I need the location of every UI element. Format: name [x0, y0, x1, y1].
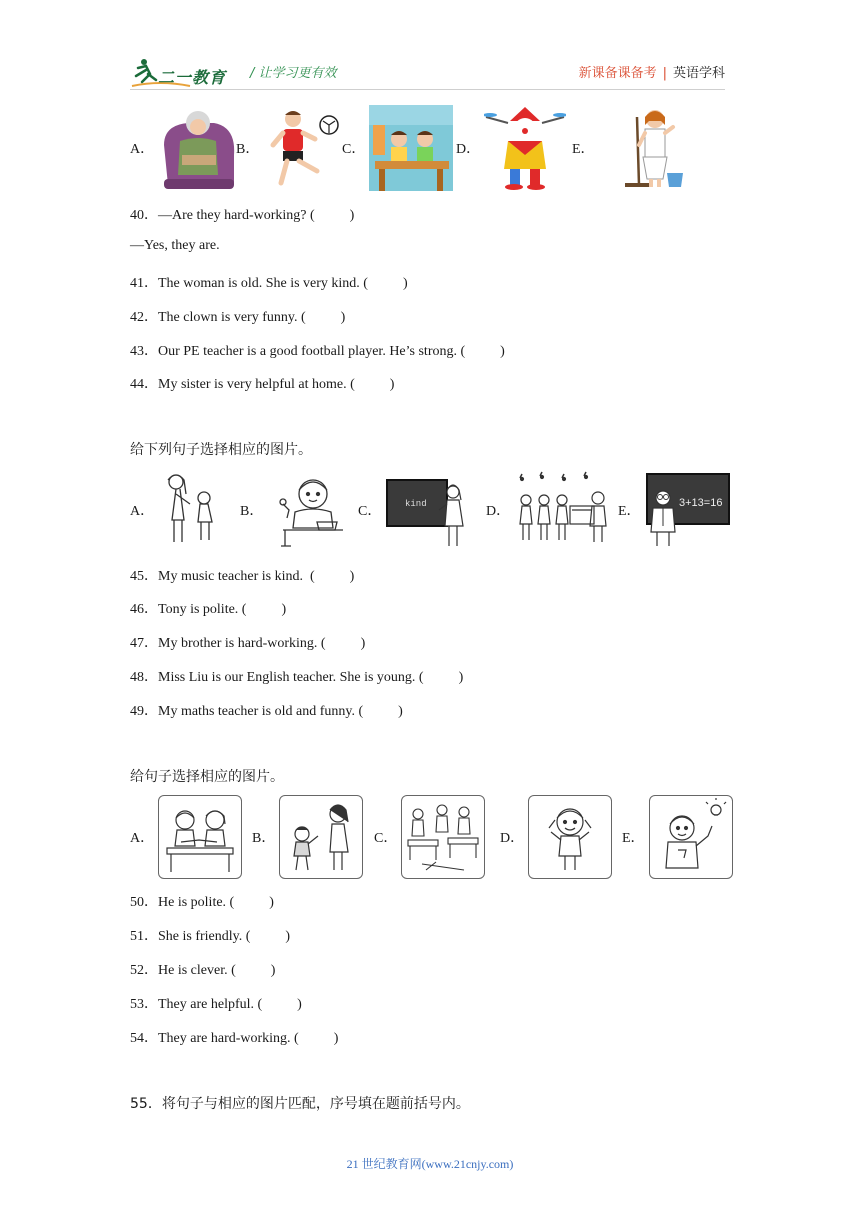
question-47: 47．My brother is hard-working. ( ): [130, 636, 366, 651]
question-45: 45．My music teacher is kind. ( ): [130, 569, 355, 584]
question-54: 54．They are hard-working. ( ): [130, 1031, 339, 1046]
teacher-and-child-bowing-picture: [158, 470, 228, 550]
question-41: 41．The woman is old. She is very kind. ( ): [130, 276, 408, 291]
logo-text: 二一教育: [158, 68, 227, 87]
option-e: [572, 104, 685, 192]
option-letter: D．: [456, 142, 481, 157]
children-studying-picture: [369, 105, 453, 191]
section2-instruction: 给下列句子选择相应的图片。: [130, 442, 312, 458]
option-letter: E．: [622, 831, 645, 846]
question-55-text: 55．将句子与相应的图片匹配，序号填在题前括号内。: [130, 1096, 470, 1112]
header-divider: [130, 89, 725, 90]
question-40: 40．—Are they hard-working? ( ): [130, 208, 355, 223]
question-43: 43．Our PE teacher is a good football player. He’s strong. ( ): [130, 344, 505, 359]
question-55-instruction: [130, 1093, 470, 1113]
option-c: [358, 470, 471, 550]
boy-studying-at-desk-picture: [267, 470, 353, 550]
clown-juggling-picture: [484, 105, 566, 191]
option-a: [130, 794, 242, 880]
option-letter: A．: [130, 831, 155, 846]
option-c: [342, 104, 453, 192]
page-header: [130, 56, 725, 90]
question-42: 42．The clown is very funny. ( ): [130, 310, 346, 325]
girl-cleaning-picture: [599, 105, 685, 191]
header-separator: |: [662, 66, 667, 81]
option-letter: B．: [240, 504, 264, 519]
children-cleaning-classroom-picture: [401, 795, 485, 879]
question-50: 50．He is polite. ( ): [130, 895, 274, 910]
music-teacher-with-children-picture: [514, 470, 610, 550]
option-letter: A．: [130, 142, 155, 157]
boy-with-idea-lightbulb-picture: [649, 795, 733, 879]
option-letter: A．: [130, 504, 155, 519]
question-48: 48．Miss Liu is our English teacher. She is young. ( ): [130, 670, 464, 685]
option-b: [236, 104, 343, 192]
question-49: 49．My maths teacher is old and funny. ( ): [130, 704, 403, 719]
blackboard-text: kind: [405, 499, 427, 509]
option-letter: C．: [374, 831, 398, 846]
option-letter: C．: [342, 142, 366, 157]
option-e: [618, 470, 731, 550]
question-46: 46．Tony is polite. ( ): [130, 602, 287, 617]
answer-line: —Yes, they are.: [130, 238, 220, 253]
question-52: 52．He is clever. ( ): [130, 963, 276, 978]
option-letter: D．: [486, 504, 511, 519]
option-c: [374, 794, 485, 880]
question-53: 53．They are helpful. ( ): [130, 997, 302, 1012]
question-51: 51．She is friendly. ( ): [130, 929, 291, 944]
option-d: [500, 794, 612, 880]
two-children-reading-picture: [158, 795, 242, 879]
option-letter: E．: [572, 142, 595, 157]
smiling-girl-waving-picture: [528, 795, 612, 879]
section3-options: [130, 794, 730, 880]
option-a: [130, 470, 228, 550]
section2-options: [130, 470, 730, 550]
blackboard-text: 3+13=16: [678, 497, 722, 509]
option-a: [130, 104, 240, 192]
old-teacher-at-blackboard-math-picture: [645, 470, 731, 550]
old-woman-in-chair-picture: [158, 105, 240, 191]
option-letter: D．: [500, 831, 525, 846]
option-e: [622, 794, 733, 880]
page-footer: 21 世纪教育网(www.21cnjy.com): [346, 1157, 514, 1171]
section3-instruction: 给句子选择相应的图片。: [130, 769, 284, 785]
boy-playing-football-picture: [263, 105, 343, 191]
option-b: [240, 470, 353, 550]
teacher-at-blackboard-kind-picture: [385, 470, 471, 550]
header-subject-label: 英语学科: [672, 66, 725, 81]
question-44: 44．My sister is very helpful at home. ( ): [130, 377, 395, 392]
header-course-label: 新课备课备考: [578, 66, 657, 81]
option-b: [252, 794, 363, 880]
option-d: [486, 470, 610, 550]
option-d: [456, 104, 566, 192]
section1-options: [130, 104, 730, 192]
option-letter: B．: [252, 831, 276, 846]
header-subject: [579, 62, 725, 81]
option-letter: B．: [236, 142, 260, 157]
option-letter: C．: [358, 504, 382, 519]
option-letter: E．: [618, 504, 641, 519]
header-slogan: / 让学习更有效: [250, 66, 337, 81]
boy-greeting-teacher-picture: [279, 795, 363, 879]
